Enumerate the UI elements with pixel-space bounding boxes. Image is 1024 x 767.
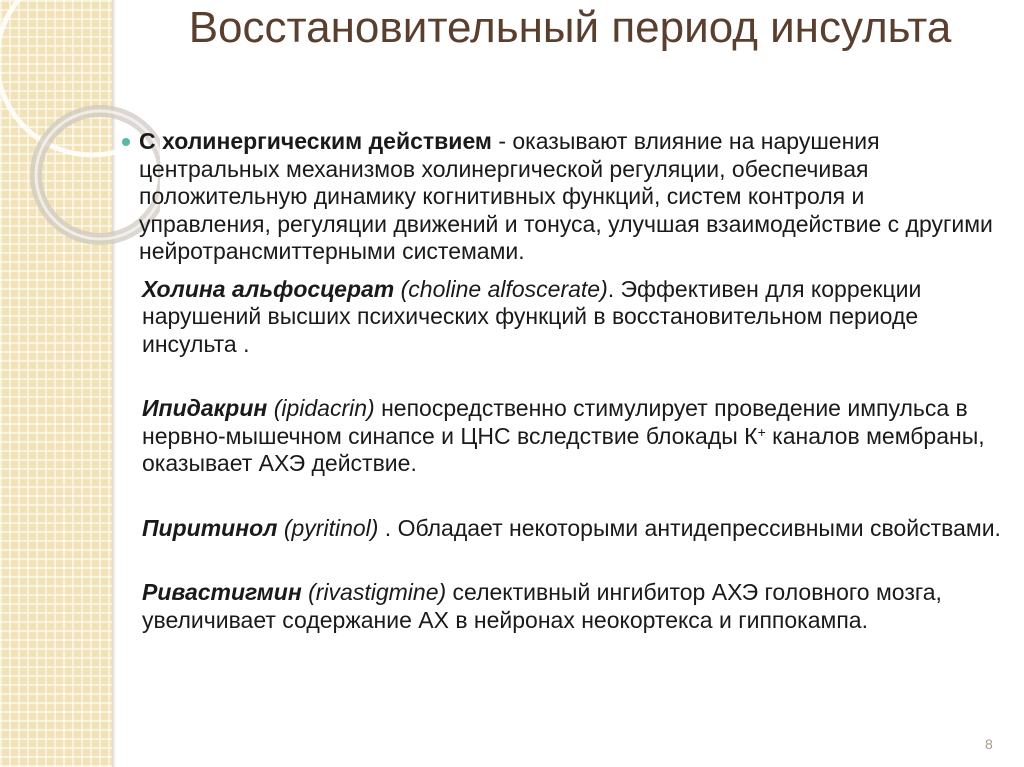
drug-name: Ривастигмин: [142, 579, 302, 605]
drug-name: Ипидакрин: [142, 395, 268, 421]
bullet-text: - оказывают влияние на нарушения центральных механизмов холинергической регуляции, обеспечивая положительную динамику когнитивных функций, систем контроля и управления, регуляции движений и тонуса, улучшая взаимодействие с другими нейротрансмиттерными системами.: [139, 128, 993, 264]
drug-name: Пиритинол: [142, 514, 278, 541]
drug-paragraph: [122, 395, 1002, 478]
bullet-dot-icon: [122, 138, 130, 146]
drug-latin: (rivastigmine): [301, 579, 447, 605]
bullet-item: [122, 128, 1002, 266]
drug-text: . Эффективен для коррекции нарушений высших психических функций в восстановительном периоде инсульта .: [142, 275, 922, 357]
slide-body: [122, 128, 1002, 634]
drug-latin: (choline alfoscerate): [394, 275, 608, 302]
slide-title: Восстановительный период инсульта: [188, 3, 952, 52]
superscript-plus: +: [757, 423, 766, 440]
drug-text-continued: каналов мембраны, оказывает АХЭ действие.: [142, 422, 985, 476]
bullet-lead: С холинергическим действием: [139, 128, 492, 154]
drug-paragraph: [122, 515, 1002, 543]
drug-text: селективный ингибитор АХЭ головного мозга, увеличивает содержание АХ в нейронах неокортекса и гиппокампа.: [142, 579, 942, 633]
drug-name: Холина альфосцерат: [142, 275, 395, 302]
drug-paragraph: [122, 579, 1002, 634]
drug-text: непосредственно стимулирует проведение импульса в нервно-мышечном синапсе и ЦНС вследствие блокады К: [142, 395, 968, 449]
drug-latin: (ipidacrin): [267, 395, 375, 421]
page-number: 8: [985, 736, 993, 752]
drug-text: . Обладает некоторыми антидепрессивными свойствами.: [378, 514, 1001, 541]
drug-paragraph: [122, 276, 1002, 359]
drug-latin: (pyritinol): [277, 514, 379, 541]
